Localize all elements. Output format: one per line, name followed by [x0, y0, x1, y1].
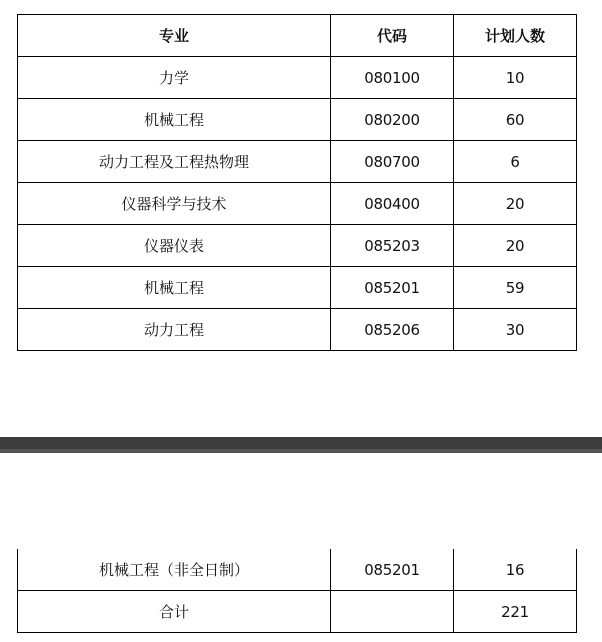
cell-major: 仪器科学与技术 — [18, 183, 331, 225]
cell-major: 力学 — [18, 57, 331, 99]
table-row — [18, 549, 577, 591]
cell-major: 仪器仪表 — [18, 225, 331, 267]
cell-code: 080200 — [331, 99, 454, 141]
cell-major: 动力工程 — [18, 309, 331, 351]
cell-major: 机械工程 — [18, 267, 331, 309]
enrollment-plan-table — [17, 14, 577, 351]
cell-major: 机械工程 — [18, 99, 331, 141]
cell-code: 080100 — [331, 57, 454, 99]
cell-count: 59 — [454, 267, 577, 309]
table-row — [18, 267, 577, 309]
cell-code: 085206 — [331, 309, 454, 351]
cell-major: 动力工程及工程热物理 — [18, 141, 331, 183]
header-major: 专业 — [18, 15, 331, 57]
total-row — [18, 591, 577, 633]
cell-code: 085203 — [331, 225, 454, 267]
cell-major: 机械工程（非全日制） — [18, 549, 331, 591]
cell-count: 6 — [454, 141, 577, 183]
cell-code: 080700 — [331, 141, 454, 183]
table-row — [18, 225, 577, 267]
cell-count: 60 — [454, 99, 577, 141]
table-row — [18, 99, 577, 141]
table-row — [18, 141, 577, 183]
enrollment-plan-table-continued — [17, 549, 577, 633]
cell-count: 10 — [454, 57, 577, 99]
header-plan-count: 计划人数 — [454, 15, 577, 57]
header-code: 代码 — [331, 15, 454, 57]
cell-count: 20 — [454, 183, 577, 225]
cell-code: 085201 — [331, 549, 454, 591]
total-count: 221 — [454, 591, 577, 633]
cell-count: 16 — [454, 549, 577, 591]
cut-off-text-line — [0, 0, 602, 5]
table-header-row — [18, 15, 577, 57]
cell-code: 085201 — [331, 267, 454, 309]
cell-count: 20 — [454, 225, 577, 267]
page-break-divider — [0, 437, 602, 453]
total-code — [331, 591, 454, 633]
total-label: 合计 — [18, 591, 331, 633]
table-row — [18, 57, 577, 99]
cell-code: 080400 — [331, 183, 454, 225]
table-row — [18, 183, 577, 225]
cell-count: 30 — [454, 309, 577, 351]
table-row — [18, 309, 577, 351]
